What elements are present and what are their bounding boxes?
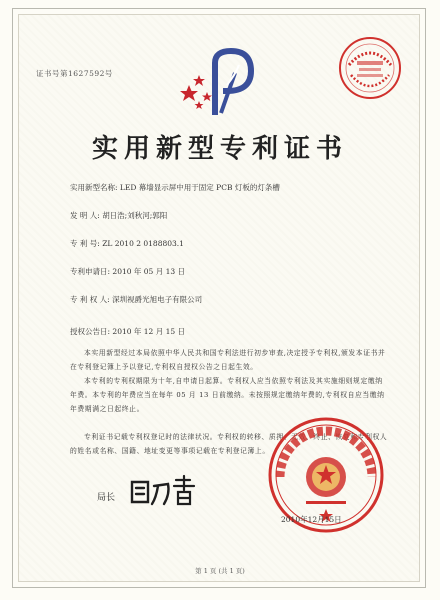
patent-holder-row bbox=[70, 294, 202, 305]
filing-date-label: 专利申请日: bbox=[70, 267, 111, 276]
grant-date-value: 2010 年 12 月 15 日 bbox=[112, 327, 186, 336]
inventor-value: 胡日浩;刘秋河;郭阳 bbox=[102, 211, 168, 220]
inventor-row bbox=[70, 210, 167, 221]
director-label: 局长 bbox=[97, 493, 116, 503]
filing-date-row bbox=[70, 266, 185, 277]
patent-holder-value: 深圳视爵光旭电子有限公司 bbox=[112, 295, 203, 304]
seal-date: 2010年12月15日 bbox=[281, 515, 342, 524]
certificate-seal-icon bbox=[337, 35, 403, 101]
paragraph-record: 专利证书记载专利权登记时的法律状况。专利权的转移、质押、无效、终止、恢复和专利权人的姓名或名称、国籍、地址变更等事项记载在专利登记簿上。 bbox=[70, 433, 388, 455]
grant-date-label: 授权公告日: bbox=[70, 327, 111, 336]
filing-date-value: 2010 年 05 月 13 日 bbox=[112, 267, 186, 276]
name-label: 实用新型名称: bbox=[70, 183, 118, 192]
paragraph-grant: 本实用新型经过本局依照中华人民共和国专利法进行初步审查,决定授予专利权,颁发本证书并在专利登记簿上予以登记,专利权自授权公告之日起生效。 bbox=[70, 349, 386, 371]
certificate-number: 证书号第1627592号 bbox=[36, 69, 113, 78]
inventor-label: 发 明 人: bbox=[70, 211, 100, 220]
certificate-title: 实用新型专利证书 bbox=[91, 134, 348, 164]
paragraph-term: 本专利的专利权期限为十年,自申请日起算。专利权人应当依照专利法及其实施细则规定缴纳年费。本专利的年费应当在每年 05 月 13 日前缴纳。未按照规定缴纳年费的,专利权自应当缴纳年费期满之日起终止。 bbox=[70, 377, 385, 413]
director-signature-icon bbox=[128, 474, 208, 508]
name-value: LED 幕墙显示屏中用于固定 PCB 灯板的灯条槽 bbox=[119, 183, 280, 192]
utility-model-name-row bbox=[70, 182, 280, 193]
patent-number-row bbox=[70, 238, 184, 249]
page-number: 第 1 页 (共 1 页) bbox=[195, 567, 245, 575]
patent-number-label: 专 利 号: bbox=[70, 239, 100, 248]
patent-holder-label: 专 利 权 人: bbox=[70, 295, 110, 304]
patent-number-value: ZL 2010 2 0188803.1 bbox=[102, 239, 184, 248]
grant-date-row bbox=[70, 326, 185, 337]
sipo-emblem-icon bbox=[175, 45, 260, 120]
